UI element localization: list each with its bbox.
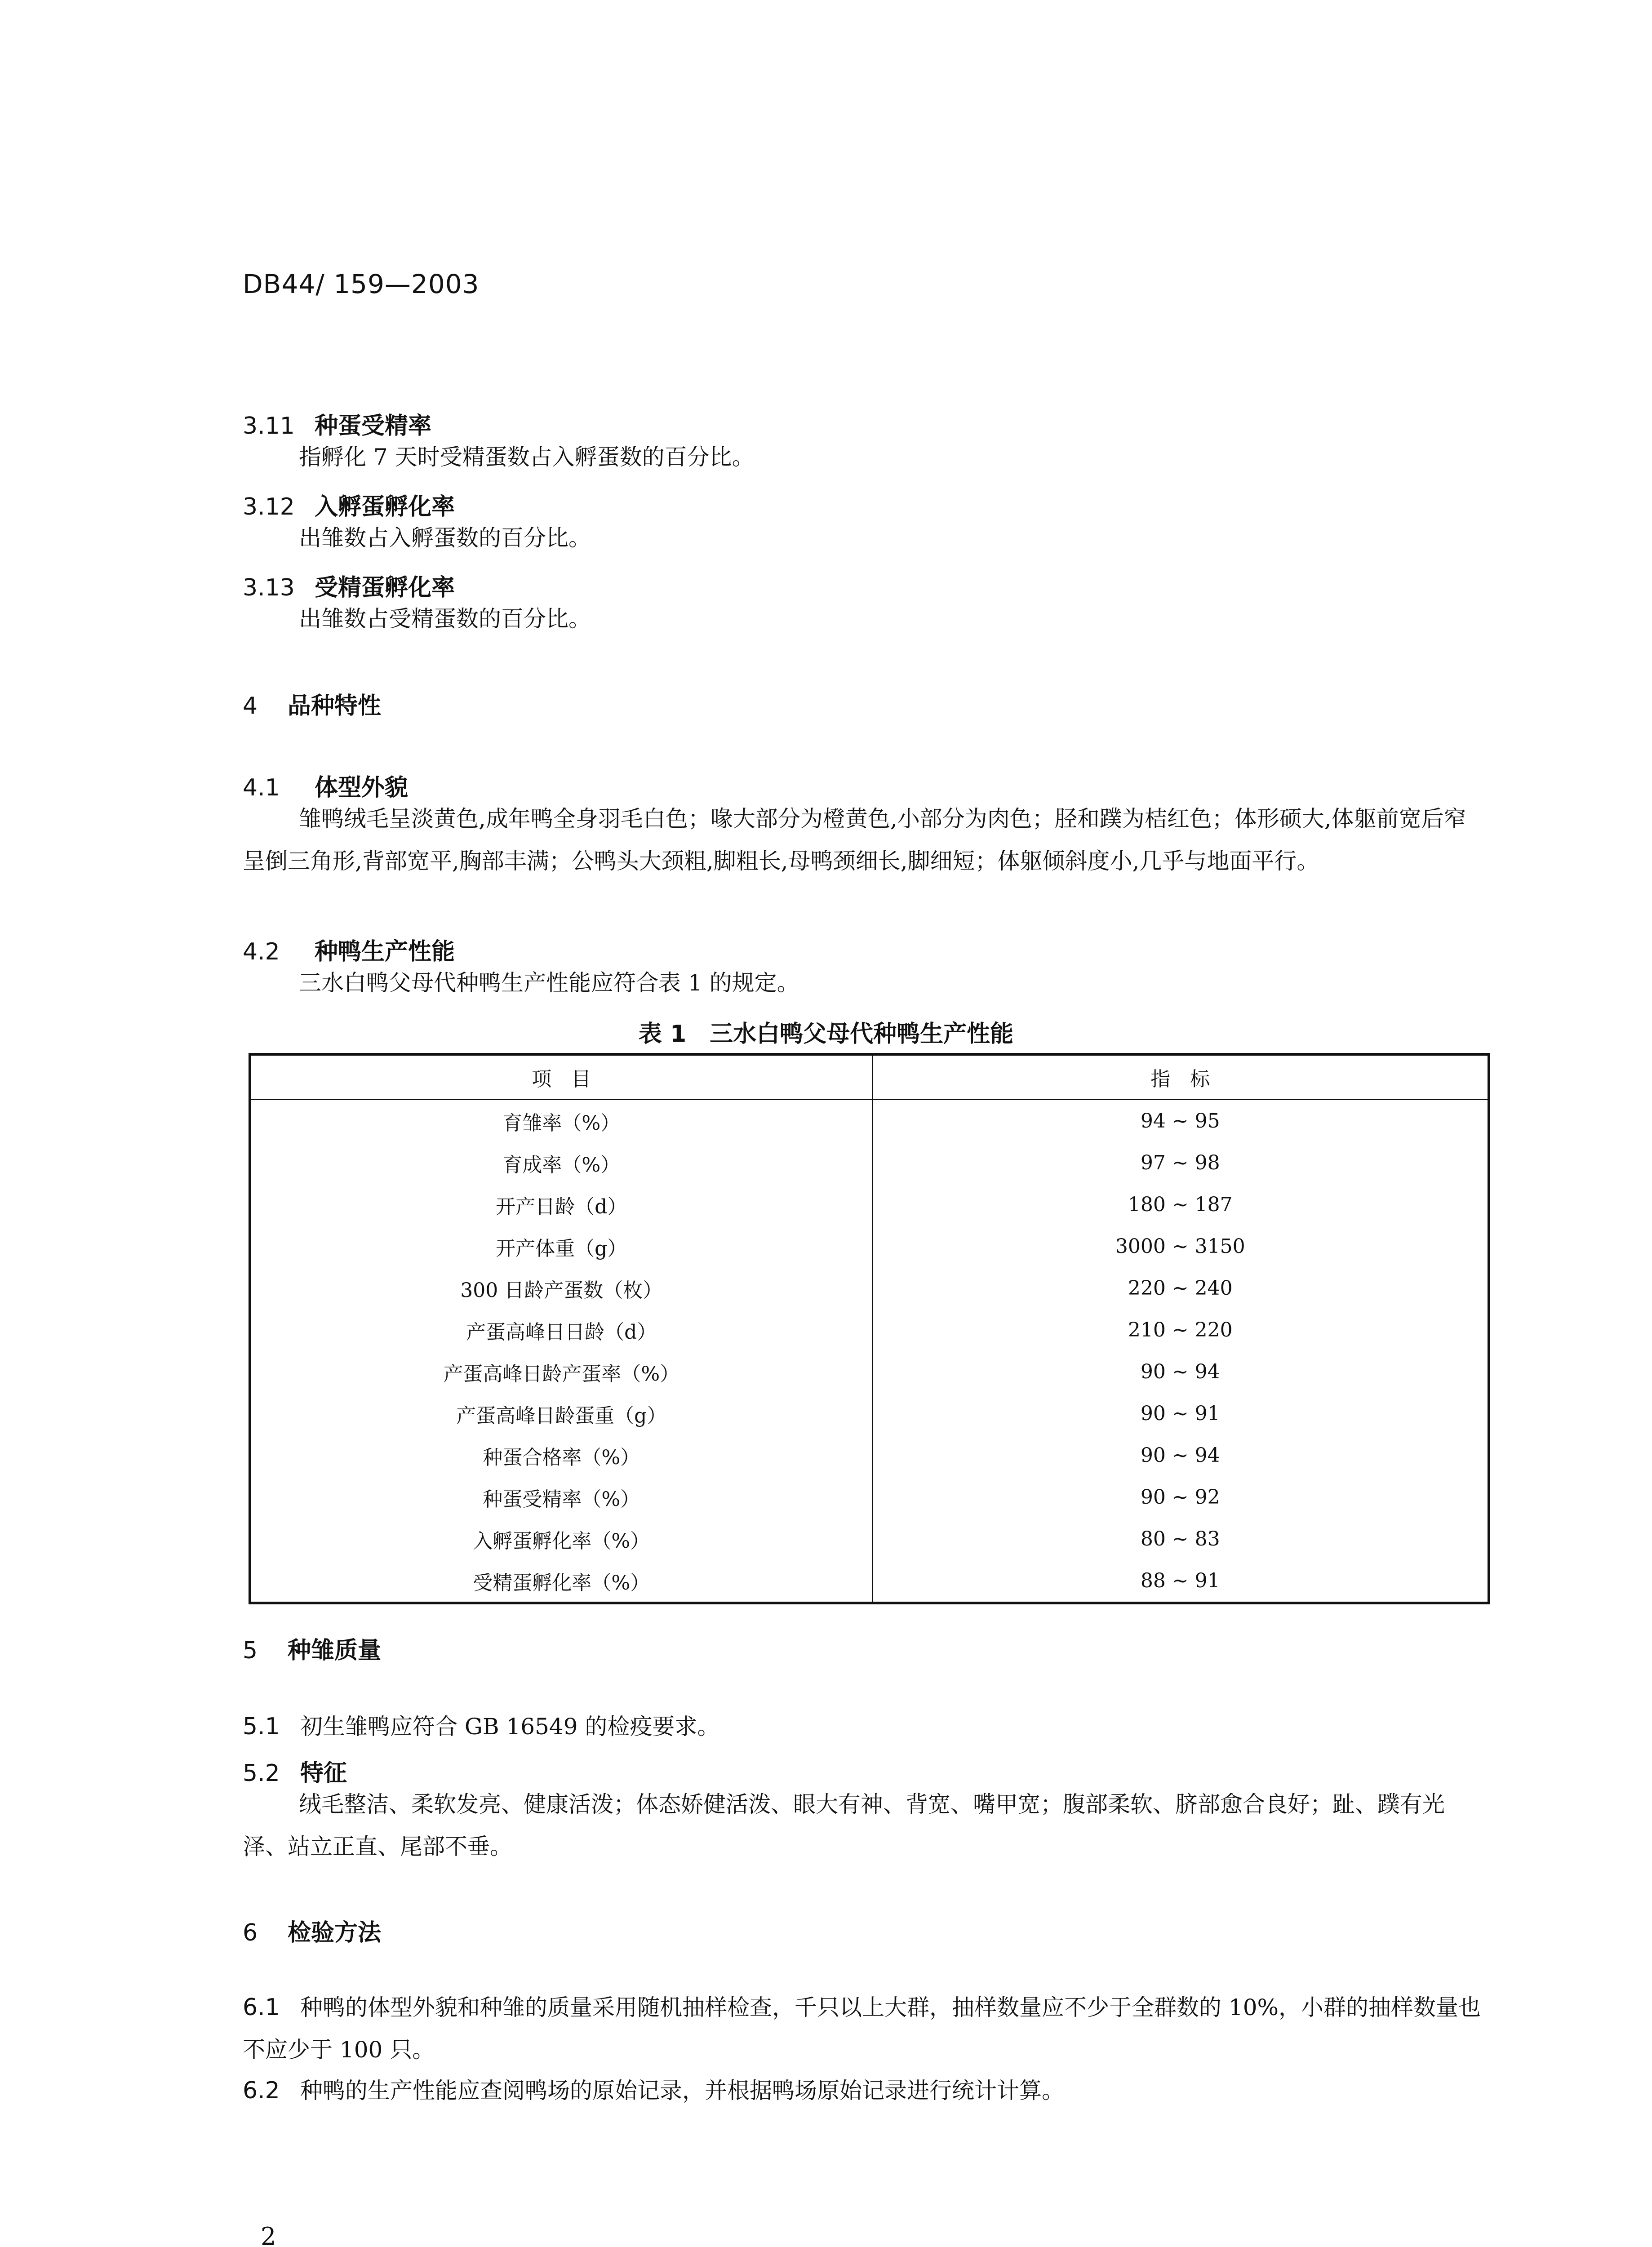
table-row <box>250 1226 1489 1267</box>
table-header-row <box>250 1054 1489 1100</box>
table-cell-item: 育成率（%） <box>250 1142 872 1184</box>
table-caption: 表 1 三水白鸭父母代种鸭生产性能 <box>638 1021 1014 1048</box>
section-4-1-text: 雏鸭绒毛呈淡黄色,成年鸭全身羽毛白色；喙大部分为橙黄色,小部分为肉色；胫和蹼为桔红色；体形硕大,体躯前宽后窄呈倒三角形,背部宽平,胸部丰满；公鸭头大颈粗,脚粗长,母鸭颈细长,脚细短；体躯倾斜度小,几乎与地面平行。 <box>243 806 1466 874</box>
section-number: 4 <box>243 693 258 719</box>
section-title: 检验方法 <box>288 1919 382 1946</box>
performance-table <box>249 1053 1490 1604</box>
section-number: 5.2 <box>243 1760 280 1787</box>
table-cell-value: 97 ~ 98 <box>872 1142 1489 1184</box>
section-number: 3.13 <box>243 574 295 601</box>
table-cell-item: 产蛋高峰日龄蛋重（g） <box>250 1393 872 1434</box>
section-6-2-text: 种鸭的生产性能应查阅鸭场的原始记录，并根据鸭场原始记录进行统计计算。 <box>300 2078 1064 2104</box>
section-5-1-text: 初生雏鸭应符合 GB 16549 的检疫要求。 <box>300 1714 720 1740</box>
section-title: 品种特性 <box>288 693 382 719</box>
section-3-13-text: 出雏数占受精蛋数的百分比。 <box>299 606 591 632</box>
table-row <box>250 1267 1489 1309</box>
table-cell-item: 开产日龄（d） <box>250 1184 872 1226</box>
table-cell-item: 种蛋合格率（%） <box>250 1434 872 1476</box>
table-cell-item: 300 日龄产蛋数（枚） <box>250 1267 872 1309</box>
section-number: 6.2 <box>243 2077 280 2104</box>
section-number: 3.12 <box>243 493 295 520</box>
table-cell-item: 育雏率（%） <box>250 1100 872 1142</box>
table-cell-value: 180 ~ 187 <box>872 1184 1489 1226</box>
table-cell-value: 3000 ~ 3150 <box>872 1226 1489 1267</box>
table-row <box>250 1518 1489 1560</box>
section-5-2-heading <box>243 1754 347 1788</box>
section-6-2 <box>243 2069 1488 2112</box>
section-4-heading <box>243 687 381 720</box>
section-title: 种蛋受精率 <box>315 413 432 440</box>
table-row <box>250 1309 1489 1351</box>
section-title: 受精蛋孵化率 <box>315 574 455 601</box>
section-3-13-heading <box>243 568 455 602</box>
document-id-header: DB44/ 159—2003 <box>243 269 480 299</box>
table-cell-item: 种蛋受精率（%） <box>250 1476 872 1518</box>
section-title: 种雏质量 <box>288 1637 382 1664</box>
table-header-item: 项 目 <box>250 1054 872 1100</box>
table-row <box>250 1560 1489 1603</box>
table-cell-item: 产蛋高峰日日龄（d） <box>250 1309 872 1351</box>
section-4-2-heading <box>243 933 455 966</box>
section-number: 6.1 <box>243 1994 280 2021</box>
table-cell-item: 入孵蛋孵化率（%） <box>250 1518 872 1560</box>
table-cell-value: 88 ~ 91 <box>872 1560 1489 1603</box>
section-title: 体型外貌 <box>315 774 409 801</box>
table-row <box>250 1142 1489 1184</box>
section-3-11-heading <box>243 407 431 440</box>
section-5-heading <box>243 1631 381 1665</box>
section-number: 5 <box>243 1637 258 1664</box>
table-row <box>250 1184 1489 1226</box>
section-6-1 <box>243 1986 1488 2071</box>
table-cell-item: 受精蛋孵化率（%） <box>250 1560 872 1603</box>
section-3-11-text: 指孵化 7 天时受精蛋数占入孵蛋数的百分比。 <box>299 444 755 470</box>
section-number: 4.2 <box>243 938 280 965</box>
table-cell-value: 90 ~ 94 <box>872 1351 1489 1393</box>
table-row <box>250 1351 1489 1393</box>
section-title: 入孵蛋孵化率 <box>315 493 455 520</box>
section-6-1-text: 种鸭的体型外貌和种雏的质量采用随机抽样检查，千只以上大群，抽样数量应不少于全群数的 10%，小群的抽样数量也不应少于 100 只。 <box>243 1994 1481 2063</box>
table-cell-value: 90 ~ 91 <box>872 1393 1489 1434</box>
table-cell-value: 90 ~ 94 <box>872 1434 1489 1476</box>
table-row <box>250 1476 1489 1518</box>
section-number: 5.1 <box>243 1713 280 1740</box>
section-5-1 <box>243 1705 719 1748</box>
section-number: 3.11 <box>243 413 295 440</box>
table-cell-value: 94 ~ 95 <box>872 1100 1489 1142</box>
section-title: 特征 <box>300 1760 347 1787</box>
table-row <box>250 1393 1489 1434</box>
table-cell-value: 90 ~ 92 <box>872 1476 1489 1518</box>
page-number: 2 <box>261 2222 276 2247</box>
section-4-1-heading <box>243 768 408 802</box>
table-cell-value: 220 ~ 240 <box>872 1267 1489 1309</box>
table-cell-item: 产蛋高峰日龄产蛋率（%） <box>250 1351 872 1393</box>
table-cell-item: 开产体重（g） <box>250 1226 872 1267</box>
section-number: 4.1 <box>243 774 280 801</box>
section-number: 6 <box>243 1919 258 1946</box>
table-row <box>250 1100 1489 1142</box>
table-cell-value: 210 ~ 220 <box>872 1309 1489 1351</box>
table-header-value: 指 标 <box>872 1054 1489 1100</box>
section-3-12-text: 出雏数占入孵蛋数的百分比。 <box>299 525 591 551</box>
table-row <box>250 1434 1489 1476</box>
section-3-12-heading <box>243 488 455 521</box>
section-title: 种鸭生产性能 <box>315 938 455 965</box>
section-5-2-text: 绒毛整洁、柔软发亮、健康活泼；体态娇健活泼、眼大有神、背宽、嘴甲宽；腹部柔软、脐部愈合良好；趾、蹼有光泽、站立正直、尾部不垂。 <box>243 1791 1445 1860</box>
section-4-2-text: 三水白鸭父母代种鸭生产性能应符合表 1 的规定。 <box>299 970 799 996</box>
table-cell-value: 80 ~ 83 <box>872 1518 1489 1560</box>
section-6-heading <box>243 1914 381 1947</box>
